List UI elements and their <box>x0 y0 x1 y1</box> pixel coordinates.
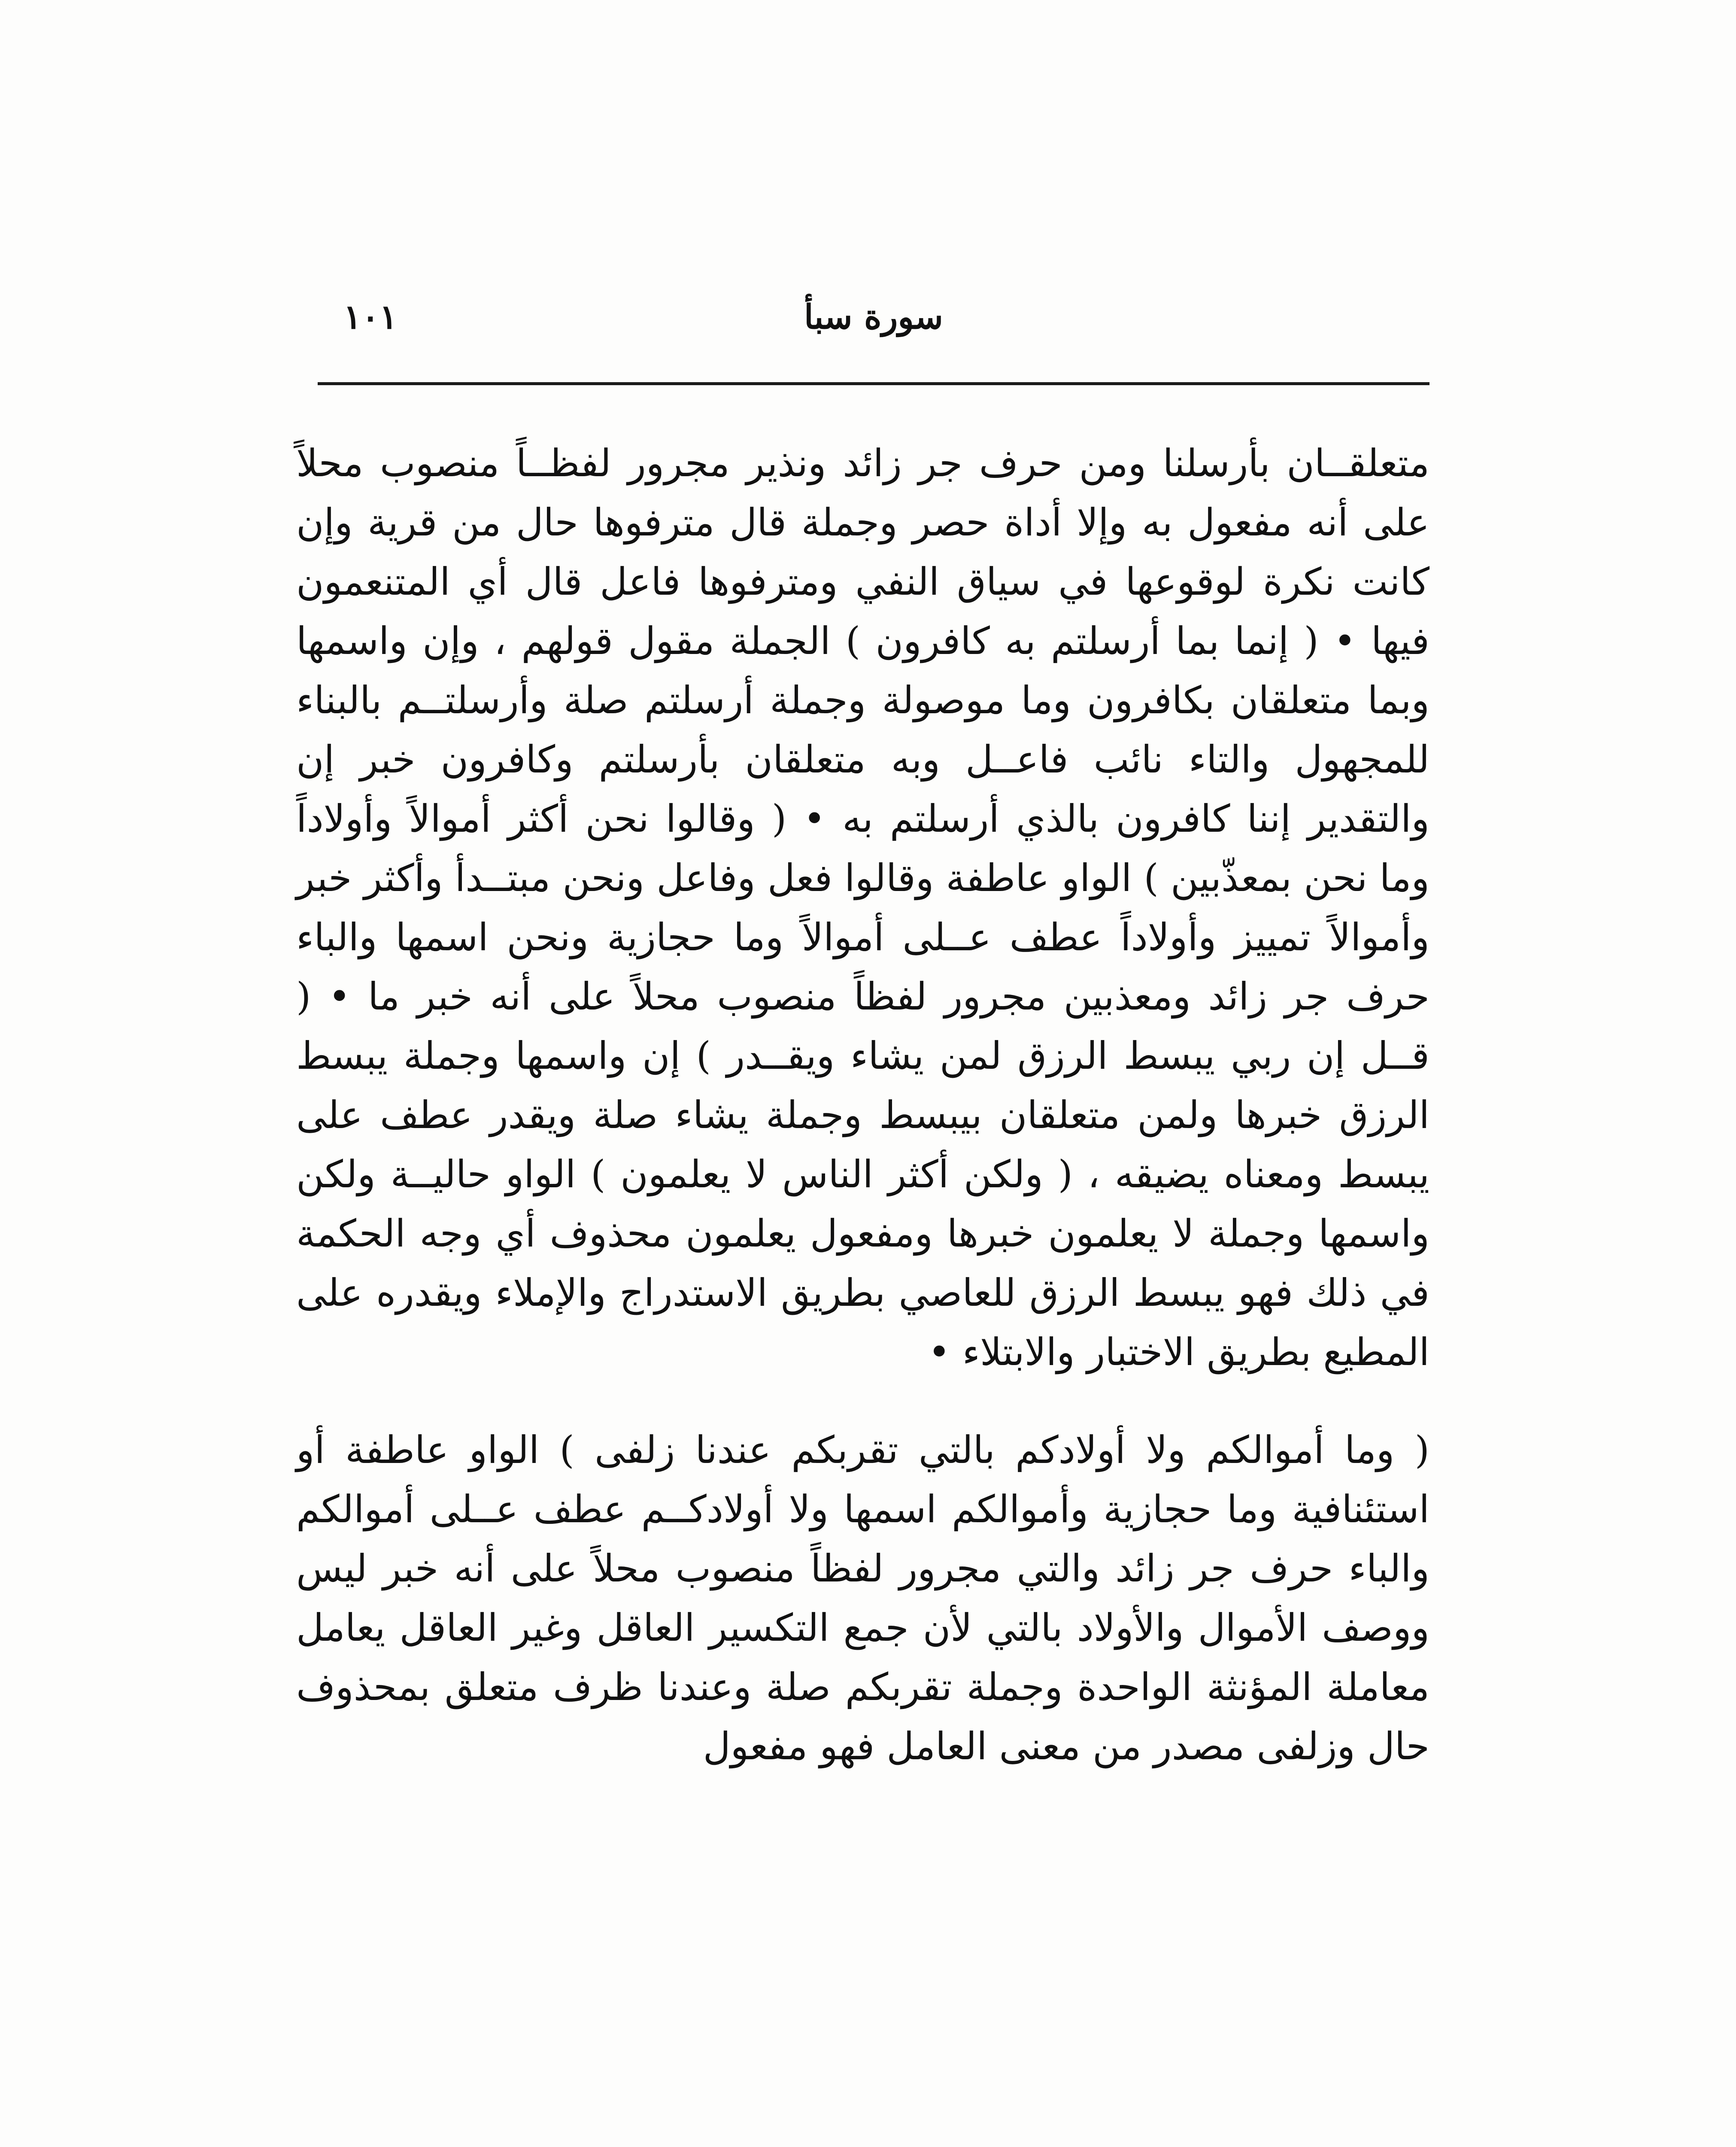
page-header <box>318 292 1429 395</box>
paragraph-1: متعلقــان بأرسلنا ومن حرف جر زائد ونذير مجرور لفظــاً منصوب محلاً على أنه مفعول به وإلا أداة حصر وجملة قال مترفوها حال من قرية وإن كانت نكرة لوقوعها في سياق النفي ومترفوها فاعل قال أي المتنعمون فيها • ( إنما بما أرسلتم به كافرون ) الجملة مقول قولهم ، وإن واسمها وبما متعلقان بكافرون وما موصولة وجملة أرسلتم صلة وأرسلتــم بالبناء للمجهول والتاء نائب فاعــل وبه متعلقان بأرسلتم وكافرون خبر إن والتقدير إننا كافرون بالذي أرسلتم به • ( وقالوا نحن أكثر أموالاً وأولاداً وما نحن بمعذّبين ) الواو عاطفة وقالوا فعل وفاعل ونحن مبتــدأ وأكثر خبر وأموالاً تمييز وأولاداً عطف عــلى أموالاً وما حجازية ونحن اسمها والباء حرف جر زائد ومعذبين مجرور لفظاً منصوب محلاً على أنه خبر ما • ( قــل إن ربي يبسط الرزق لمن يشاء ويقــدر ) إن واسمها وجملة يبسط الرزق خبرها ولمن متعلقان بيبسط وجملة يشاء صلة ويقدر عطف على يبسط ومعناه يضيقه ، ( ولكن أكثر الناس لا يعلمون ) الواو حاليــة ولكن واسمها وجملة لا يعلمون خبرها ومفعول يعلمون محذوف أي وجه الحكمة في ذلك فهو يبسط الرزق للعاصي بطريق الاستدراج والإملاء ويقدره على المطيع بطريق الاختبار والابتلاء • <box>296 441 1430 1374</box>
paragraph-2: ( وما أموالكم ولا أولادكم بالتي تقربكم عندنا زلفى ) الواو عاطفة أو استئنافية وما حجازية وأموالكم اسمها ولا أولادكــم عطف عــلى أموالكم والباء حرف جر زائد والتي مجرور لفظاً منصوب محلاً على أنه خبر ليس ووصف الأموال والأولاد بالتي لأن جمع التكسير العاقل وغير العاقل يعامل معاملة المؤنثة الواحدة وجملة تقربكم صلة وعندنا ظرف متعلق بمحذوف حال وزلفى مصدر من معنى العامل فهو مفعول <box>296 1428 1429 1768</box>
page-number: ١٠١ <box>343 298 398 337</box>
page-body <box>296 434 1429 1776</box>
surah-title: سورة سبأ <box>804 298 943 337</box>
header-rule <box>318 382 1429 385</box>
